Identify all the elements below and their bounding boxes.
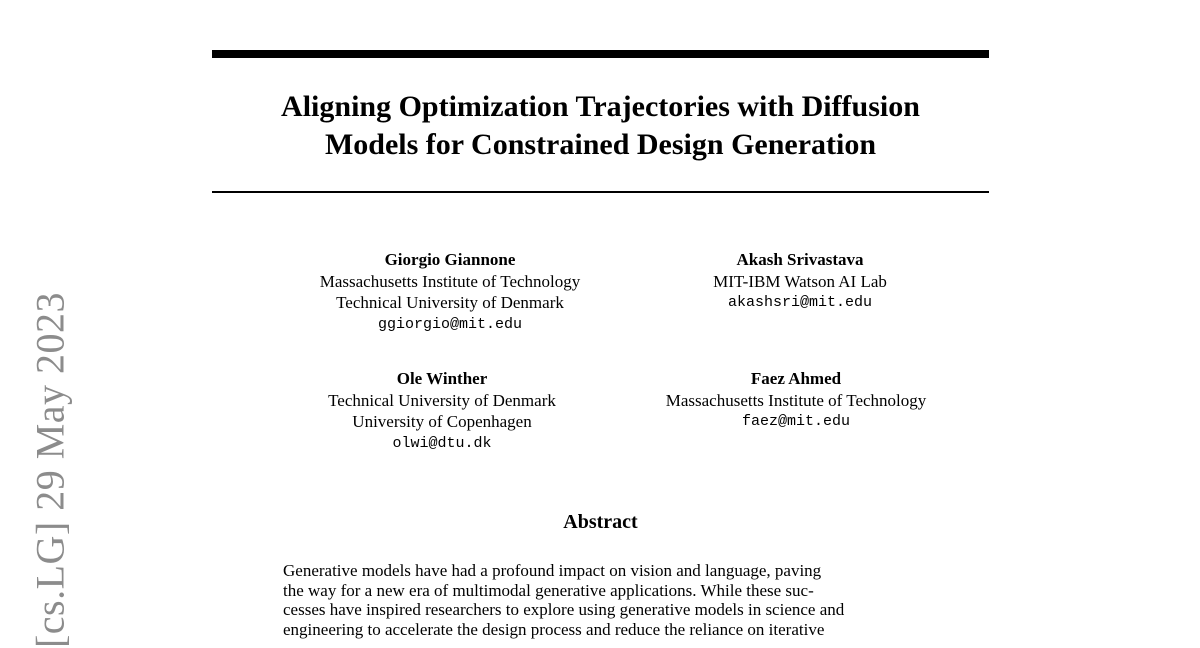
author-affiliation: Massachusetts Institute of Technology xyxy=(665,390,927,410)
author-email: olwi@dtu.dk xyxy=(392,434,492,452)
title-line: Aligning Optimization Trajectories with Diffusion xyxy=(281,90,920,123)
author-name: Giorgio Giannone xyxy=(384,250,516,269)
author-affiliation: Massachusetts Institute of Technology xyxy=(319,271,581,291)
author-block xyxy=(280,249,620,335)
title-top-rule xyxy=(212,50,989,58)
author-affiliation: University of Copenhagen xyxy=(352,412,532,431)
title-bottom-rule xyxy=(212,191,989,193)
title-line: Models for Constrained Design Generation xyxy=(324,128,877,161)
author-block xyxy=(272,368,612,454)
author-affiliation: Technical University of Denmark xyxy=(336,293,564,312)
author-block xyxy=(630,249,970,314)
author-affiliation: MIT-IBM Watson AI Lab xyxy=(713,271,887,291)
author-email: akashsri@mit.edu xyxy=(727,294,873,311)
abstract-body xyxy=(283,561,923,639)
abstract-line: cesses have inspired researchers to explore using generative models in science and xyxy=(283,600,845,619)
author-name: Akash Srivastava xyxy=(736,250,864,269)
paper-title xyxy=(212,88,989,164)
abstract-line: engineering to accelerate the design process and reduce the reliance on iterative xyxy=(283,619,825,639)
author-block xyxy=(626,368,966,433)
author-email: ggiorgio@mit.edu xyxy=(377,315,523,333)
abstract-heading: Abstract xyxy=(563,511,638,533)
arxiv-stamp: [cs.LG] 29 May 2023 xyxy=(27,291,73,648)
author-name: Ole Winther xyxy=(396,369,488,388)
author-affiliation: Technical University of Denmark xyxy=(328,390,556,410)
abstract-line: the way for a new era of multimodal generative applications. While these suc- xyxy=(283,580,814,600)
abstract-line: Generative models have had a profound impact on vision and language, paving xyxy=(283,561,822,580)
author-name: Faez Ahmed xyxy=(750,369,842,388)
author-email: faez@mit.edu xyxy=(741,413,851,430)
